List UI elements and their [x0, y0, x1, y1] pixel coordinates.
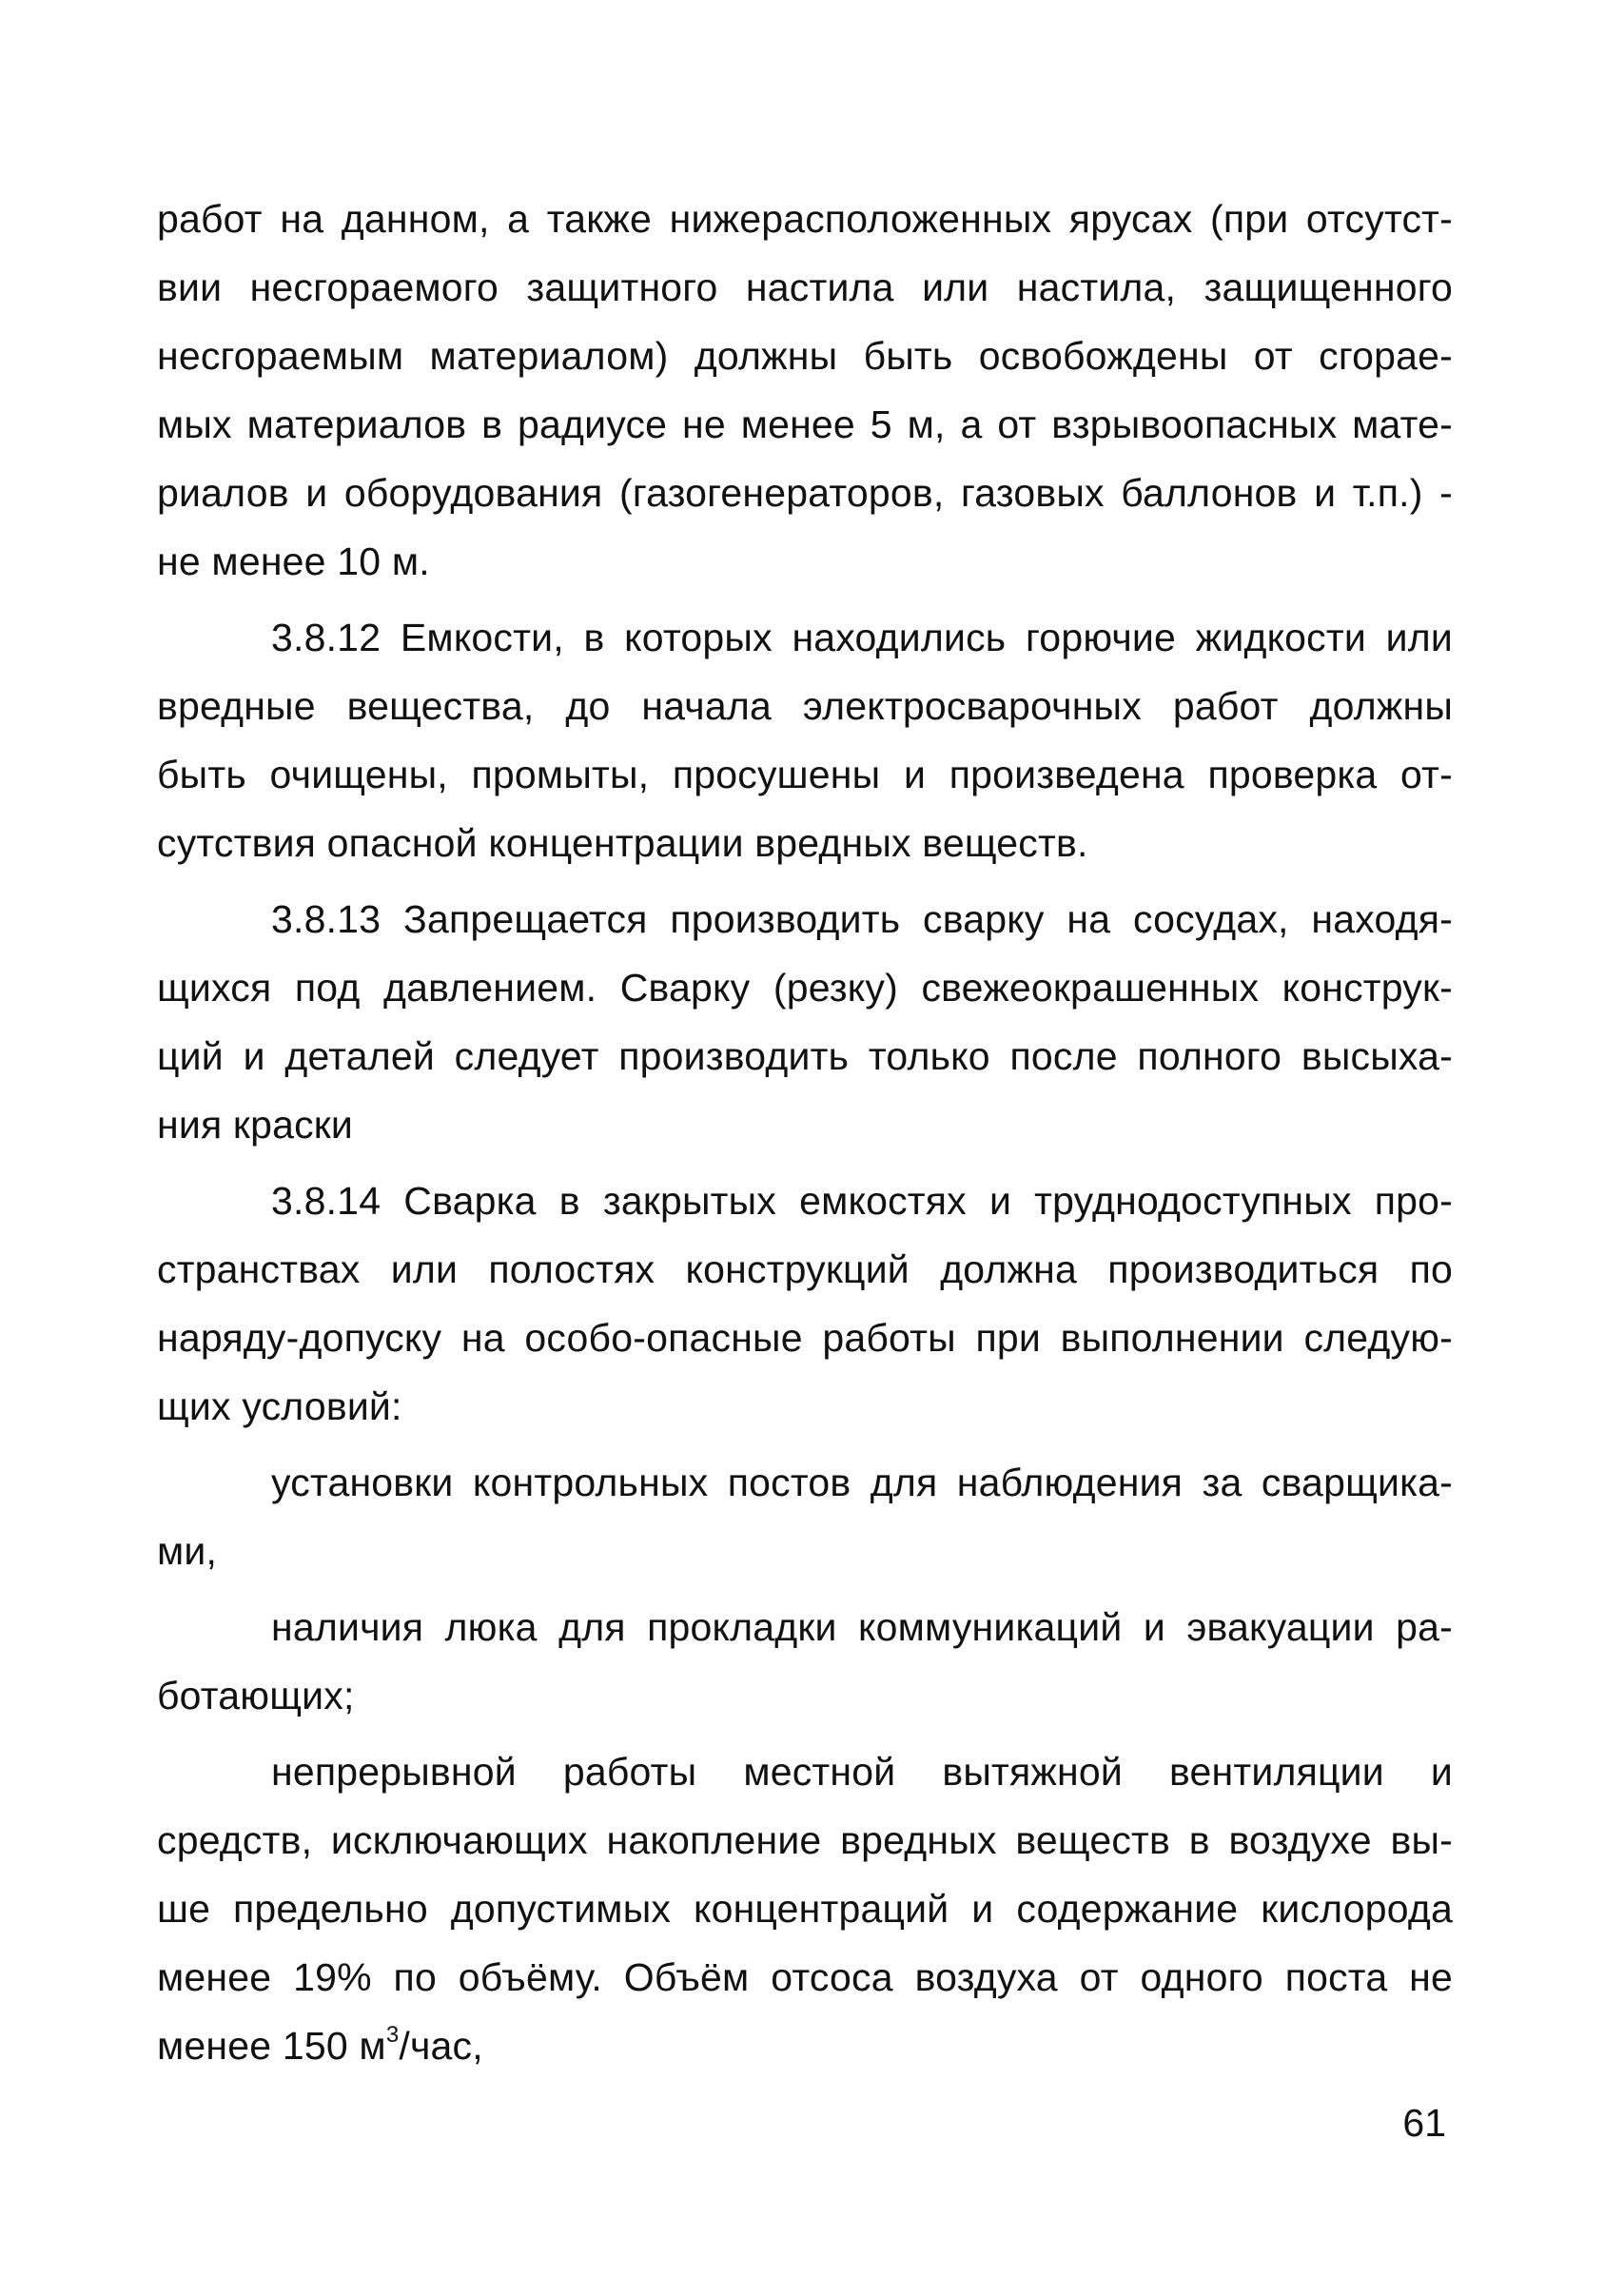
paragraph-line: сутствия опасной концентрации вредных веществ.: [157, 821, 1088, 865]
volume-prefix-text: менее 150 м: [157, 2024, 386, 2068]
paragraph-line: щих условий:: [157, 1384, 402, 1428]
paragraph-line: мых материалов в радиусе не менее 5 м, а от взрывоопасных мате-: [157, 402, 1453, 446]
list-item-line: ботающих;: [157, 1674, 355, 1717]
page-number: 61: [1402, 2101, 1446, 2145]
volume-suffix-text: /час,: [399, 2024, 483, 2068]
list-item-line: непрерывной работы местной вытяжной вентиляции и: [271, 1750, 1453, 1794]
list-item-line: ми,: [157, 1529, 218, 1573]
paragraph-line: странствах или полостях конструкций должна производиться по: [157, 1247, 1453, 1291]
paragraph-line: наряду-допуску на особо-опасные работы при выполнении следую-: [157, 1316, 1453, 1360]
paragraph-gap: [157, 1159, 1453, 1167]
paragraph-gap: [157, 1585, 1453, 1593]
paragraph-gap: [157, 1441, 1453, 1448]
paragraph-line: вредные вещества, до начала электросварочных работ должны: [157, 684, 1453, 728]
paragraph-line: 3.8.13 Запрещается производить сварку на сосудах, находя-: [271, 897, 1453, 941]
cubic-superscript: 3: [385, 2022, 400, 2048]
paragraph-gap: [157, 596, 1453, 603]
list-item-line: [157, 2011, 1453, 2080]
paragraph-line: не менее 10 м.: [157, 540, 430, 583]
paragraph-gap: [157, 1730, 1453, 1737]
list-item-line: наличия люка для прокладки коммуникаций и эвакуации ра-: [271, 1605, 1453, 1649]
paragraph-line: щихся под давлением. Сварку (резку) свежеокрашенных конструк-: [157, 966, 1453, 1010]
list-item-line: средств, исключающих накопление вредных веществ в воздухе вы-: [157, 1818, 1453, 1862]
paragraph-line: риалов и оборудования (газогенераторов, газовых баллонов и т.п.) -: [157, 471, 1453, 515]
list-item-line: установки контрольных постов для наблюдения за сварщика-: [271, 1461, 1453, 1504]
paragraph-line: несгораемым материалом) должны быть освобождены от сгорае-: [157, 334, 1453, 378]
document-body: [157, 185, 1453, 2080]
paragraph-line: вии несгораемого защитного настила или настила, защищенного: [157, 265, 1453, 309]
paragraph-line: работ на данном, а также нижерасположенных ярусах (при отсутст-: [157, 197, 1453, 241]
paragraph-gap: [157, 877, 1453, 885]
list-item-line: менее 19% по объёму. Объём отсоса воздуха от одного поста не: [157, 1955, 1453, 1999]
paragraph-line: 3.8.14 Сварка в закрытых емкостях и труднодоступных про-: [271, 1179, 1453, 1223]
list-item-line: ше предельно допустимых концентраций и содержание кислорода: [157, 1887, 1453, 1931]
paragraph-line: ций и деталей следует производить только после полного высыха-: [157, 1034, 1453, 1078]
paragraph-line: 3.8.12 Емкости, в которых находились горючие жидкости или: [271, 616, 1453, 659]
paragraph-line: быть очищены, промыты, просушены и произведена проверка от-: [157, 753, 1453, 796]
paragraph-line: ния краски: [157, 1103, 354, 1147]
